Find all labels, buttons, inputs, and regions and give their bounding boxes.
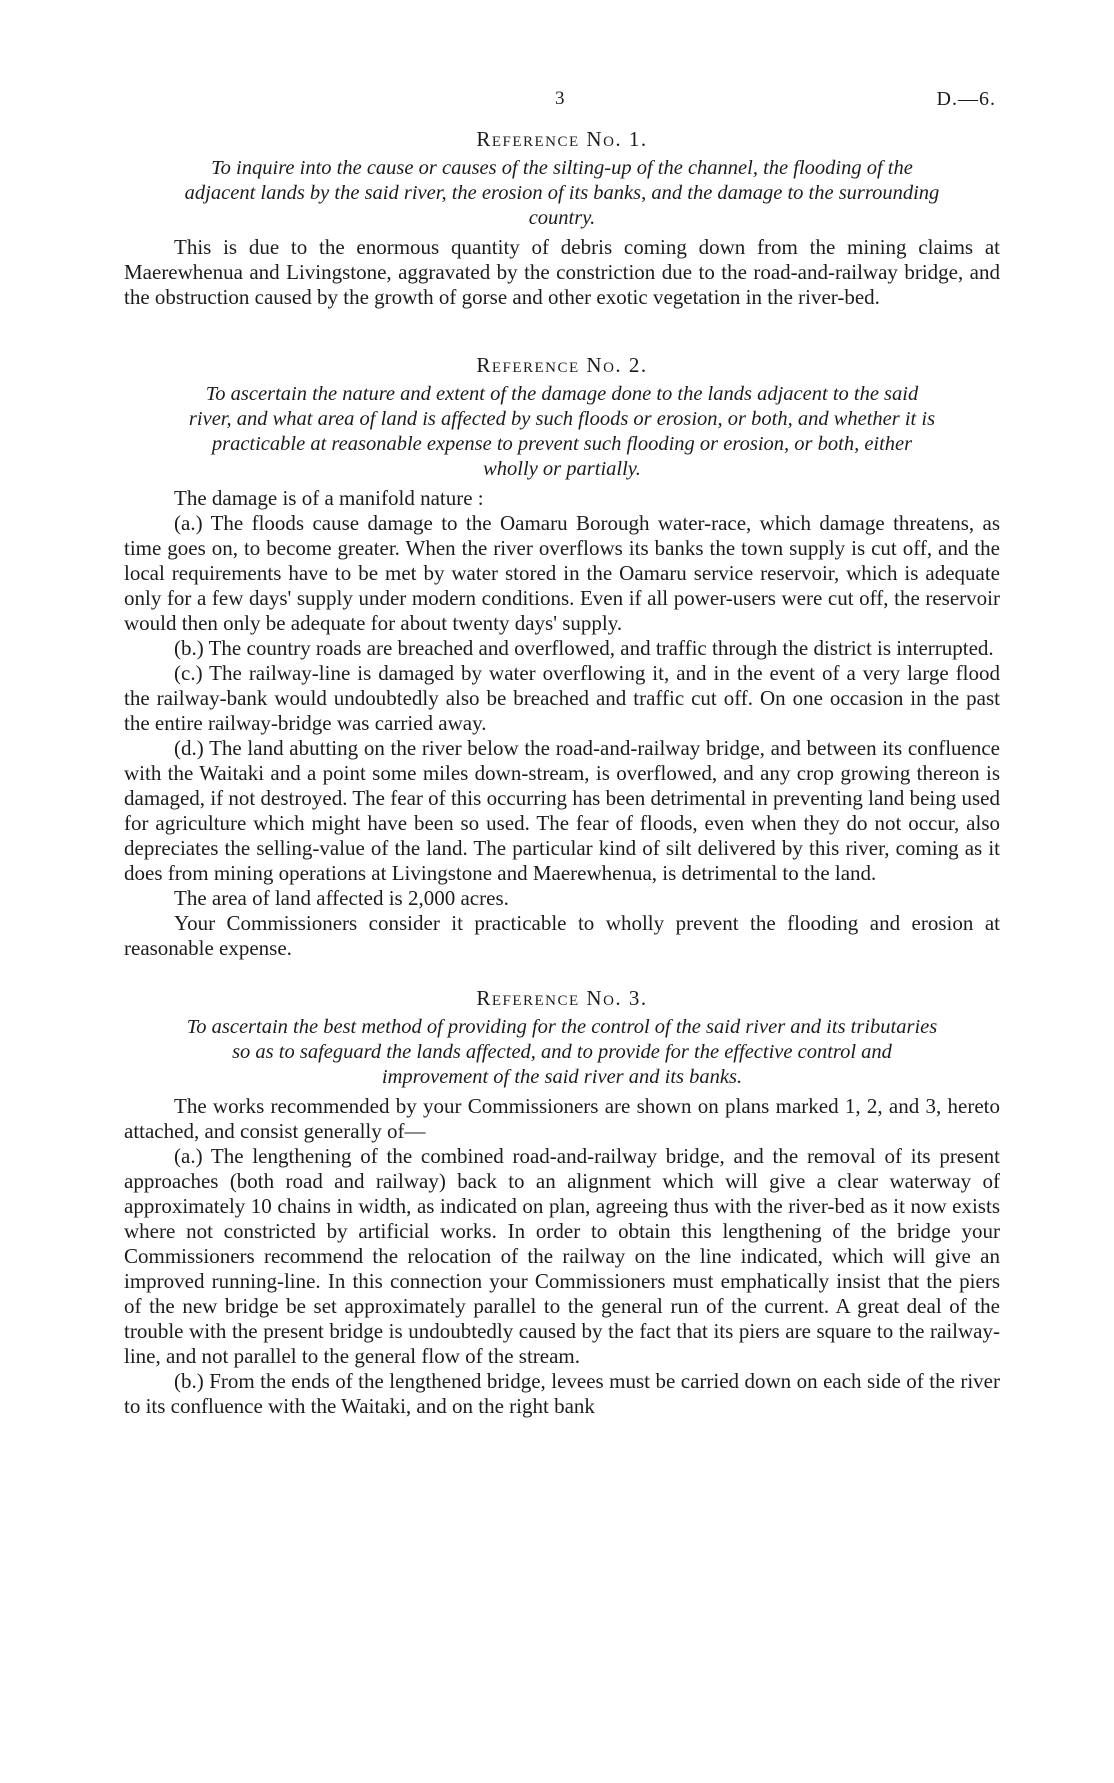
reference-2-item-c: (c.) The railway-line is damaged by water overflowing it, and in the event of a very large flood the railway-bank would undoubtedly also be breached and traffic cut off. On one occasion in the past the entire railway-bridge was carried away. (124, 661, 1000, 735)
reference-3-item-a: (a.) The lengthening of the combined road-and-railway bridge, and the removal of its present approaches (both road and railway) back to an alignment which will give a clear waterway of approximately 10 chains in width, as indicated on plan, agreeing thus with the river-bed as it now exists where not constricted by artificial works. In order to obtain this lengthening of the bridge your Commissioners recommend the relocation of the railway on the line indicated, which will give an improved running-line. In this connection your Commissioners must emphatically insist that the piers of the new bridge be set approximately parallel to the general run of the current. A great deal of the trouble with the present bridge is undoubtedly caused by the fact that its piers are square to the railway-line, and not parallel to the general flow of the stream. (124, 1144, 1000, 1368)
reference-3-heading: Reference No. 3. (476, 986, 648, 1010)
reference-1-section (124, 126, 1000, 310)
reference-2-conclusion: Your Commissioners consider it practicable to wholly prevent the flooding and erosion at reasonable expense. (124, 911, 1000, 960)
body-text (124, 126, 1000, 1419)
reference-1-heading: Reference No. 1. (476, 127, 648, 151)
reference-1-terms: To inquire into the cause or causes of the silting-up of the channel, the flooding of the adjacent lands by the said river, the erosion of its banks, and the damage to the surrounding country. (184, 157, 940, 229)
reference-2-intro: The damage is of a manifold nature : (174, 486, 484, 510)
reference-3-section (124, 985, 1000, 1419)
section-spacer (124, 961, 1000, 985)
reference-2-item-b: (b.) The country roads are breached and overflowed, and traffic through the district is interrupted. (174, 636, 994, 660)
reference-3-intro: The works recommended by your Commissioners are shown on plans marked 1, 2, and 3, hereto attached, and consist generally of— (124, 1094, 1000, 1143)
reference-3-item-b: (b.) From the ends of the lengthened bridge, levees must be carried down on each side of the river to its confluence with the Waitaki, and on the right bank (124, 1369, 1000, 1418)
reference-2-terms: To ascertain the nature and extent of the damage done to the lands adjacent to the said river, and what area of land is affected by such floods or erosion, or both, and whether it is practicable at reasonable expense to prevent such flooding or erosion, or both, either wholly or partially. (188, 383, 936, 480)
reference-2-heading: Reference No. 2. (476, 353, 648, 377)
page-number: 3 (555, 88, 565, 109)
section-spacer (124, 310, 1000, 352)
reference-2-section (124, 352, 1000, 961)
document-code: D.—6. (936, 88, 996, 110)
reference-1-paragraph: This is due to the enormous quantity of debris coming down from the mining claims at Maerewhenua and Livingstone, aggravated by the constriction due to the road-and-railway bridge, and the obstruction caused by the growth of gorse and other exotic vegetation in the river-bed. (124, 235, 1000, 309)
reference-2-item-a: (a.) The floods cause damage to the Oamaru Borough water-race, which damage threatens, as time goes on, to become greater. When the river overflows its banks the town supply is cut off, and the local requirements have to be met by water stored in the Oamaru service reservoir, which is adequate only for a few days' supply under modern conditions. Even if all power-users were cut off, the reservoir would then only be adequate for about twenty days' supply. (124, 511, 1000, 635)
reference-3-terms: To ascertain the best method of providing for the control of the said river and its tributaries so as to safeguard the lands affected, and to provide for the effective control and improvement of the said river and its banks. (186, 1016, 938, 1088)
reference-2-item-d: (d.) The land abutting on the river below the road-and-railway bridge, and between its confluence with the Waitaki and a point some miles down-stream, is overflowed, and any crop growing thereon is damaged, if not destroyed. The fear of this occurring has been detrimental in preventing land being used for agriculture which might have been so used. The fear of floods, even when they do not occur, also depreciates the selling-value of the land. The particular kind of silt delivered by this river, coming as it does from mining operations at Livingstone and Maerewhenua, is detrimental to the land. (124, 736, 1000, 885)
reference-2-area: The area of land affected is 2,000 acres. (174, 886, 509, 910)
